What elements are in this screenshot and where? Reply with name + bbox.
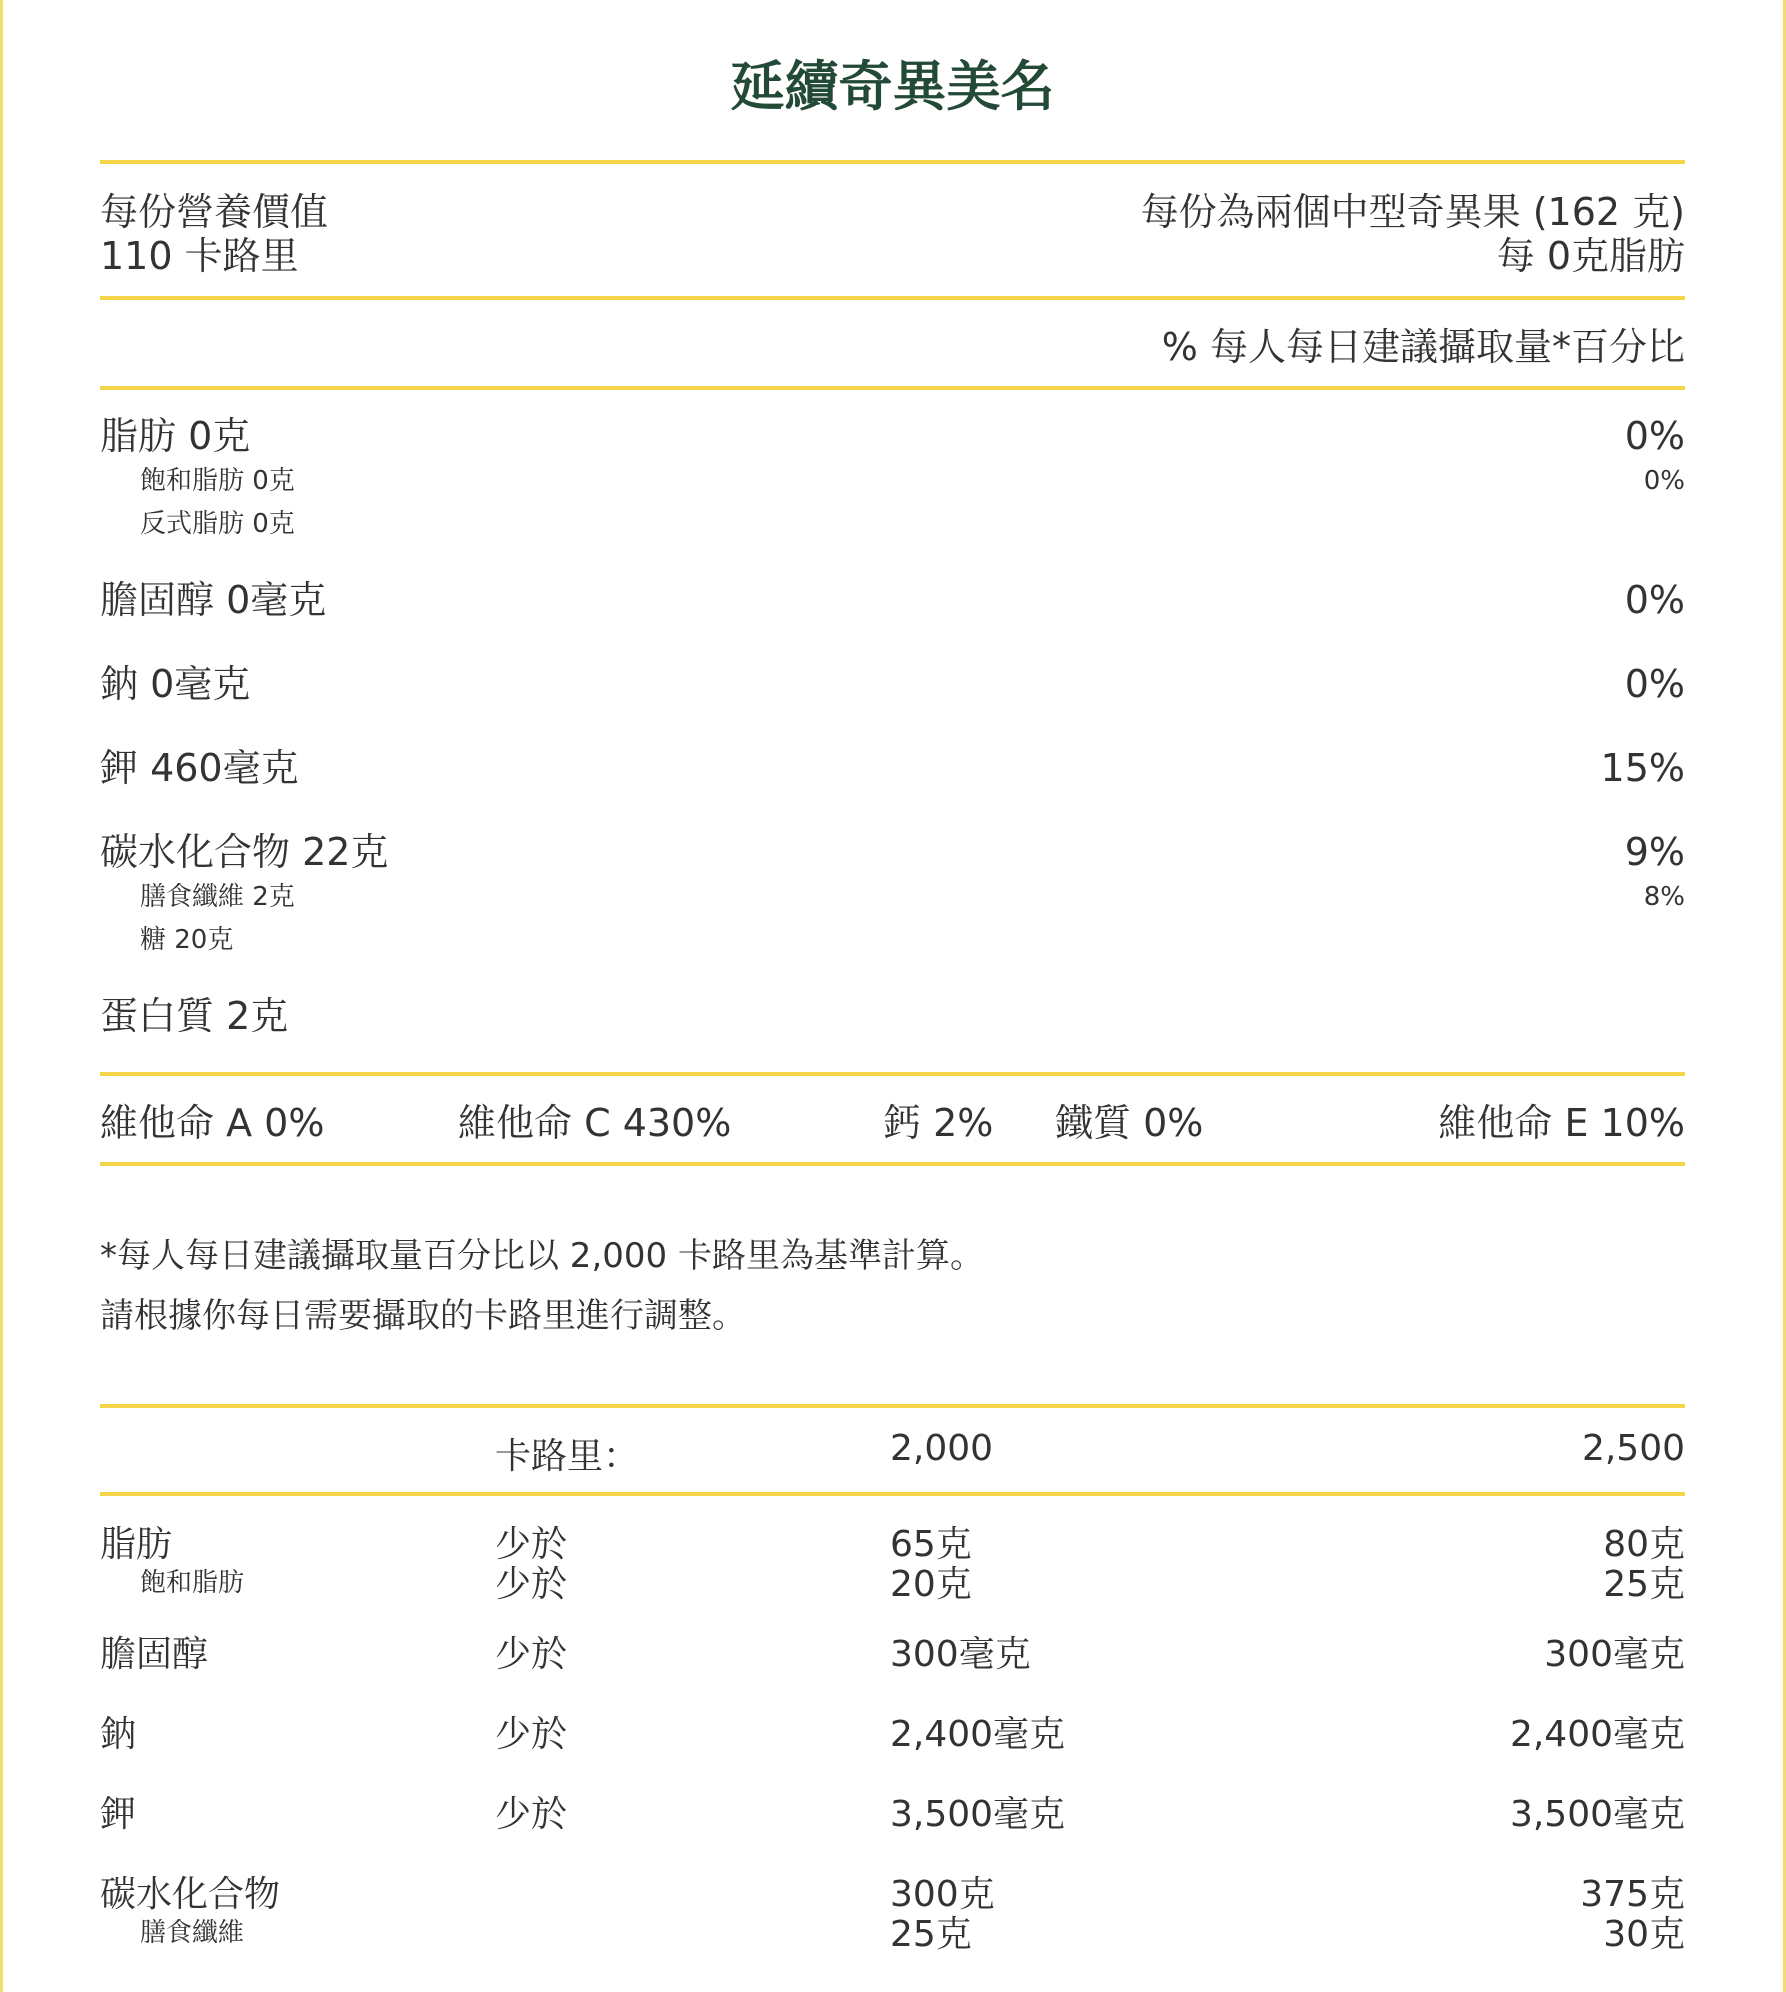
vitamin-a: 維他命 A 0% bbox=[100, 1100, 325, 1145]
nutrient-label: 膽固醇 0毫克 bbox=[100, 578, 327, 622]
reference-value-2500: 3,500毫克 bbox=[1509, 1794, 1685, 1835]
footnote-line-1: *每人每日建議攝取量百分比以 2,000 卡路里為基準計算。 bbox=[100, 1236, 984, 1276]
reference-value-2500: 375克 bbox=[1580, 1874, 1685, 1915]
nutrient-label: 碳水化合物 22克 bbox=[100, 830, 389, 874]
reference-value-2000: 2,400毫克 bbox=[890, 1714, 1066, 1755]
nutrient-list bbox=[100, 390, 1685, 1040]
daily-value-header bbox=[100, 300, 1685, 386]
sub-nutrient-label: 反式脂肪 0克 bbox=[140, 509, 295, 539]
reference-row bbox=[100, 1496, 1685, 1616]
nutrient-percent: 0% bbox=[1624, 662, 1685, 706]
nutrient-label: 脂肪 0克 bbox=[100, 414, 251, 458]
nutrient-main-line bbox=[100, 744, 1685, 792]
nutrient-main-line bbox=[100, 992, 1685, 1040]
reference-header bbox=[100, 1408, 1685, 1492]
sub-nutrient-line bbox=[100, 503, 1685, 546]
nutrient-percent: 15% bbox=[1600, 746, 1685, 790]
reference-sub-value-2000: 25克 bbox=[890, 1914, 972, 1955]
calories-label: 卡路里： bbox=[495, 1436, 640, 1477]
reference-row bbox=[100, 1856, 1685, 1966]
sub-nutrient-label: 糖 20克 bbox=[140, 925, 234, 955]
nutrient-label: 鉀 460毫克 bbox=[100, 746, 299, 790]
nutrient-main-line bbox=[100, 828, 1685, 876]
reference-value-2000: 65克 bbox=[890, 1524, 972, 1565]
sub-nutrient-label: 膳食纖維 2克 bbox=[140, 882, 295, 912]
reference-value-2000: 300毫克 bbox=[890, 1634, 1031, 1675]
reference-qualifier: 少於 bbox=[495, 1634, 568, 1675]
sub-nutrient-percent: 8% bbox=[1643, 882, 1685, 912]
reference-value-2000: 3,500毫克 bbox=[890, 1794, 1066, 1835]
reference-name: 鉀 bbox=[100, 1794, 137, 1835]
nutrient-label: 蛋白質 2克 bbox=[100, 994, 289, 1038]
reference-qualifier: 少於 bbox=[495, 1524, 568, 1565]
vitamin-e: 維他命 E 10% bbox=[1438, 1100, 1685, 1145]
iron: 鐵質 0% bbox=[1055, 1100, 1204, 1145]
reference-sub-value-2500: 25克 bbox=[1603, 1564, 1685, 1605]
reference-qualifier: 少於 bbox=[495, 1714, 568, 1755]
daily-value-header-text: % 每人每日建議攝取量*百分比 bbox=[1161, 324, 1685, 369]
sub-nutrient-line bbox=[100, 876, 1685, 919]
divider bbox=[100, 1162, 1685, 1166]
reference-sub-value-2000: 20克 bbox=[890, 1564, 972, 1605]
reference-sub-name: 飽和脂肪 bbox=[140, 1568, 245, 1598]
reference-value-2500: 2,400毫克 bbox=[1509, 1714, 1685, 1755]
reference-table bbox=[100, 1404, 1685, 1966]
reference-value-2000: 300克 bbox=[890, 1874, 995, 1915]
divider bbox=[100, 160, 1685, 164]
sub-nutrient-line bbox=[100, 460, 1685, 503]
reference-qualifier: 少於 bbox=[495, 1794, 568, 1835]
nutrient-percent: 0% bbox=[1624, 578, 1685, 622]
nutrient-item bbox=[100, 992, 1685, 1040]
nutrient-main-line bbox=[100, 576, 1685, 624]
nutrient-percent: 9% bbox=[1624, 830, 1685, 874]
nutrient-item bbox=[100, 744, 1685, 792]
nutrient-item bbox=[100, 660, 1685, 708]
reference-row bbox=[100, 1616, 1685, 1696]
vitamin-c: 維他命 C 430% bbox=[458, 1100, 732, 1145]
sub-nutrient-percent: 0% bbox=[1643, 466, 1685, 496]
page-border-left bbox=[0, 0, 3, 1992]
nutrient-item bbox=[100, 576, 1685, 624]
calcium: 鈣 2% bbox=[883, 1100, 994, 1145]
vitamin-row bbox=[100, 1076, 1685, 1162]
serving-left bbox=[100, 190, 328, 278]
serving-info bbox=[100, 184, 1685, 284]
serving-title: 每份營養價值 bbox=[100, 190, 329, 234]
serving-size: 每份為兩個中型奇異果 (162 克) bbox=[1140, 190, 1685, 234]
calories-2000: 2,000 bbox=[890, 1428, 994, 1469]
nutrient-percent: 0% bbox=[1624, 414, 1685, 458]
reference-sub-qualifier: 少於 bbox=[495, 1564, 568, 1605]
reference-row bbox=[100, 1776, 1685, 1856]
reference-row bbox=[100, 1696, 1685, 1776]
footnote-line-2: 請根據你每日需要攝取的卡路里進行調整。 bbox=[100, 1296, 746, 1336]
nutrition-label bbox=[100, 0, 1685, 1966]
reference-value-2500: 80克 bbox=[1603, 1524, 1685, 1565]
reference-name: 鈉 bbox=[100, 1714, 137, 1755]
reference-rows bbox=[100, 1496, 1685, 1966]
nutrient-label: 鈉 0毫克 bbox=[100, 662, 251, 706]
reference-name: 碳水化合物 bbox=[100, 1874, 281, 1915]
reference-sub-name: 膳食纖維 bbox=[140, 1918, 245, 1948]
nutrient-item bbox=[100, 828, 1685, 962]
nutrient-main-line bbox=[100, 412, 1685, 460]
calories-2500: 2,500 bbox=[1581, 1428, 1685, 1469]
reference-sub-value-2500: 30克 bbox=[1603, 1914, 1685, 1955]
page-title: 延續奇異美名 bbox=[730, 55, 1055, 118]
serving-right bbox=[1141, 190, 1685, 278]
sub-nutrient-label: 飽和脂肪 0克 bbox=[140, 466, 295, 496]
sub-nutrient-line bbox=[100, 919, 1685, 962]
footnote bbox=[100, 1226, 1685, 1346]
nutrient-main-line bbox=[100, 660, 1685, 708]
reference-value-2500: 300毫克 bbox=[1544, 1634, 1685, 1675]
reference-name: 膽固醇 bbox=[100, 1634, 209, 1675]
nutrient-item bbox=[100, 412, 1685, 546]
fat-per-serving: 每 0克脂肪 bbox=[1496, 234, 1685, 278]
reference-name: 脂肪 bbox=[100, 1524, 173, 1565]
calories-per-serving: 110 卡路里 bbox=[100, 234, 299, 278]
